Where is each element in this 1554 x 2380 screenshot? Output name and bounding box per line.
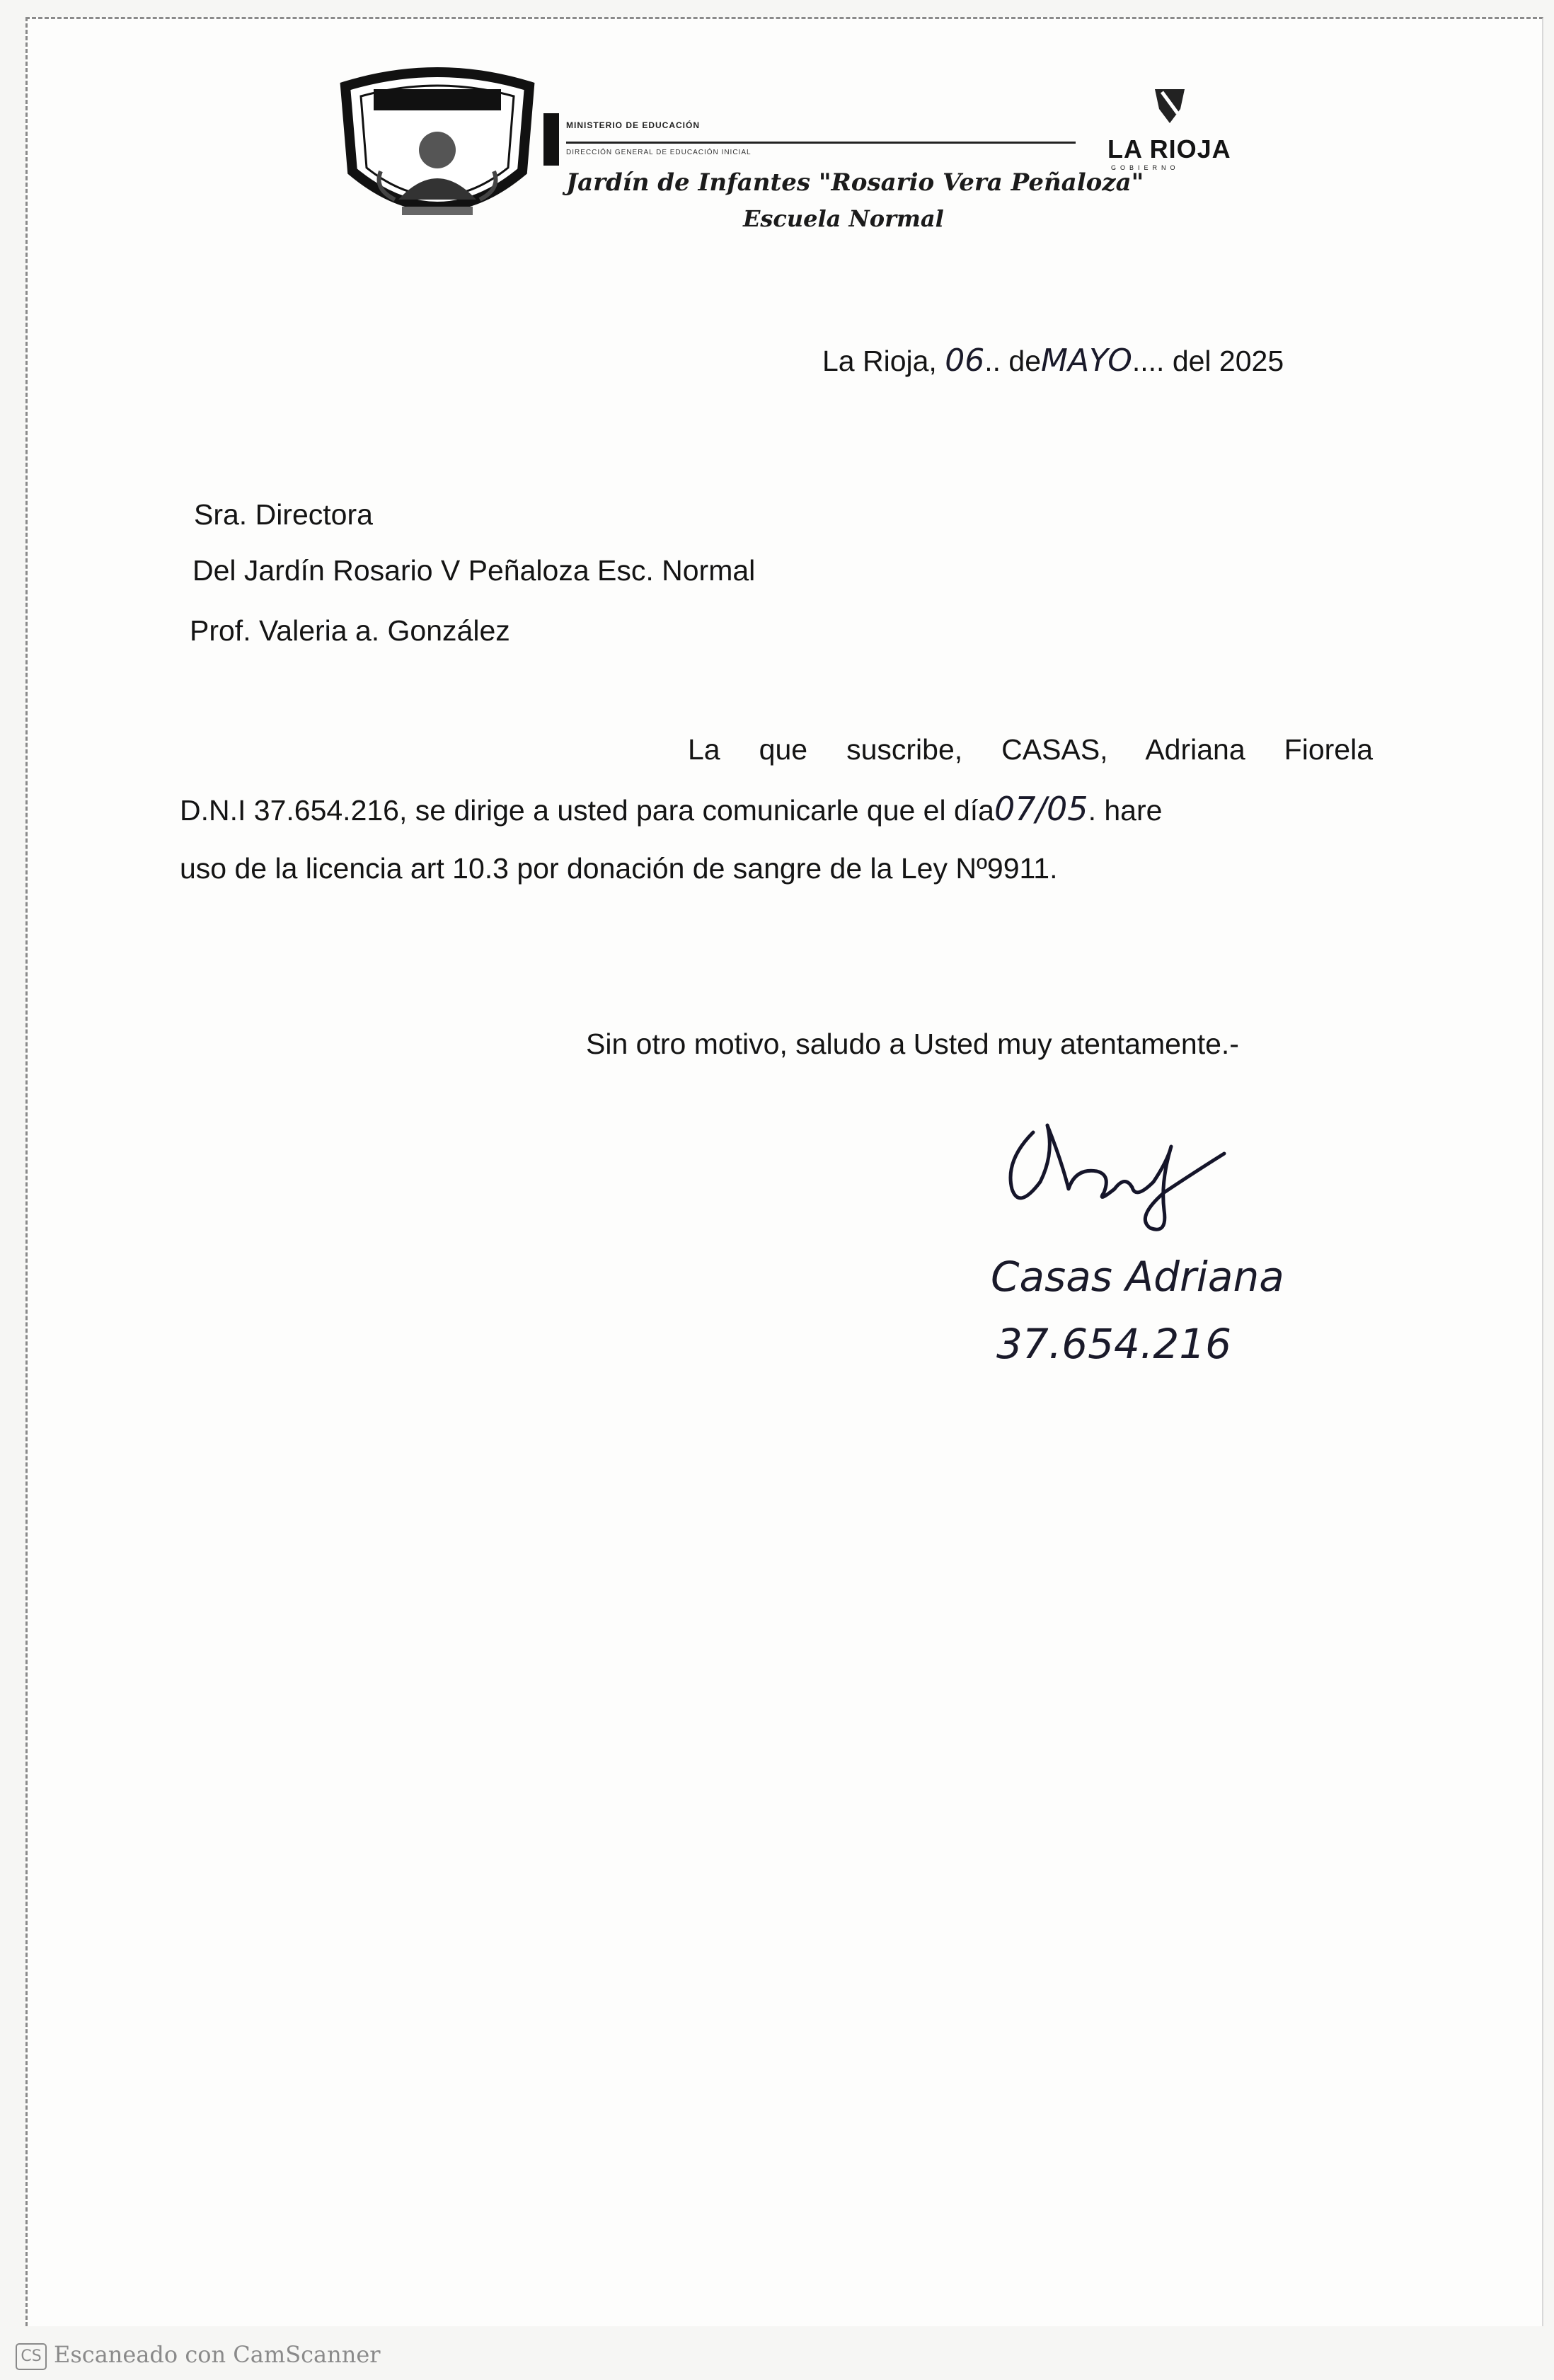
body-line-3: uso de la licencia art 10.3 por donación de sangre de la Ley Nº9911. — [180, 852, 1058, 885]
body-line-1 — [688, 733, 1373, 766]
scanner-footer — [16, 2341, 381, 2370]
date-prefix: La Rioja, — [822, 345, 937, 377]
ministry-sub-label: DIRECCIÓN GENERAL DE EDUCACIÓN INICIAL — [566, 149, 752, 156]
body-line-1-text: La que suscribe, CASAS, Adriana Fiorela — [688, 733, 1373, 766]
date-line: La Rioja, 06.. deMAYO.... del 2025 — [822, 343, 1284, 379]
school-crest-logo — [331, 65, 543, 249]
recipient-line-1: Sra. Directora — [194, 498, 373, 531]
date-day: 06 — [945, 343, 985, 379]
camscanner-icon: CS — [16, 2343, 47, 2370]
la-rioja-logo-subtitle: GOBIERNO — [1111, 164, 1180, 171]
handwritten-signature — [991, 1104, 1245, 1246]
body-line-2: D.N.I 37.654.216, se dirige a usted para comunicarle que el día07/05. hare — [180, 790, 1163, 828]
scanner-footer-text: Escaneado con CamScanner — [54, 2341, 381, 2368]
body-line-2-end: hare — [1104, 794, 1163, 827]
la-rioja-emblem-icon — [1152, 85, 1187, 127]
school-subtitle: Escuela Normal — [743, 205, 944, 232]
closing-line: Sin otro motivo, saludo a Usted muy atentamente.- — [586, 1028, 1239, 1060]
document-page — [25, 17, 1543, 2326]
header-rule — [566, 142, 1076, 144]
date-suffix: del 2025 — [1172, 345, 1284, 377]
signature-name: Casas Adriana — [991, 1253, 1284, 1301]
body-line-2-text: D.N.I 37.654.216, se dirige a usted para comunicarle que el día — [180, 794, 994, 827]
recipient-line-3: Prof. Valeria a. González — [190, 614, 510, 647]
ministry-label: MINISTERIO DE EDUCACIÓN — [566, 120, 701, 130]
leave-date: 07/05 — [994, 790, 1088, 828]
school-name: Jardín de Infantes "Rosario Vera Peñaloza" — [566, 168, 1144, 197]
date-mid: de — [1008, 345, 1042, 377]
date-month: MAYO — [1041, 343, 1132, 379]
recipient-line-2: Del Jardín Rosario V Peñaloza Esc. Normal — [192, 554, 756, 587]
ministry-bar — [543, 113, 559, 166]
la-rioja-logo-text: LA RIOJA — [1107, 134, 1231, 163]
signature-dni: 37.654.216 — [996, 1320, 1232, 1368]
